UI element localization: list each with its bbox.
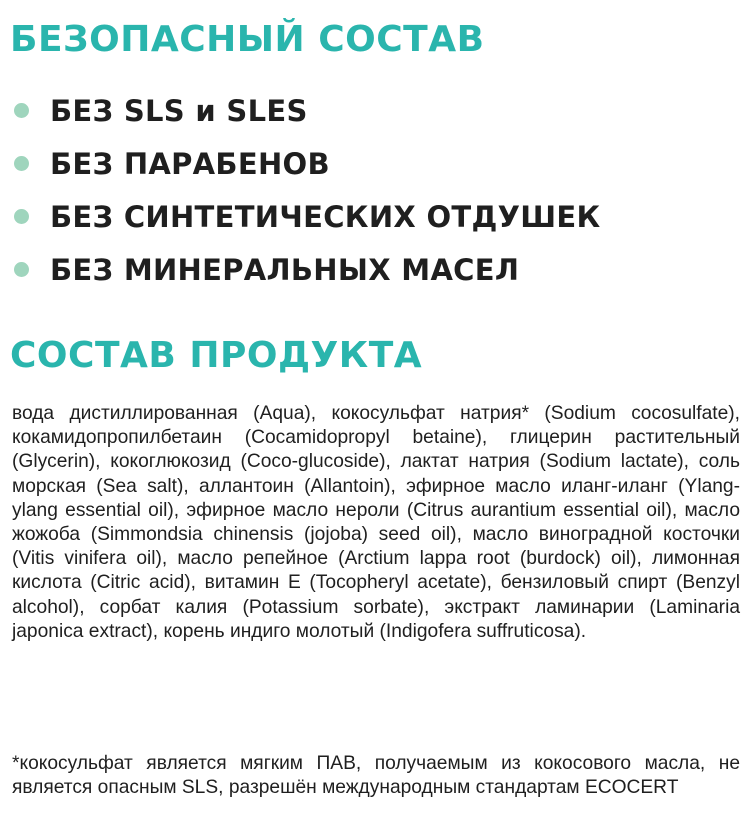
safe-features-list bbox=[10, 84, 601, 296]
feature-label: БЕЗ SLS и SLES bbox=[50, 93, 308, 128]
ingredients-text: вода дистиллированная (Aqua), кокосульфат натрия* (Sodium cocosulfate), кокамидопропилбетаин (Cocamidopropyl betaine), глицерин растительный (Glycerin), кокоглюкозид (Coco-glucoside), лактат натрия (Sodium lactate), соль морская (Sea salt), аллантоин (Allantoin), эфирное масло иланг-иланг (Ylang-ylang essential oil), эфирное масло нероли (Citrus aurantium essential oil), масло жожоба (Simmondsia chinensis (jojoba) seed oil), масло виноградной косточки (Vitis vinifera oil), масло репейное (Arctium lappa root (burdock) oil), лимонная кислота (Citric acid), витамин Е (Tocopheryl acetate), бензиловый спирт (Benzyl alcohol), сорбат калия (Potassium sorbate), экстракт ламинарии (Laminaria japonica extract), корень индиго молотый (Indigofera suffruticosa). bbox=[12, 403, 740, 642]
feature-label: БЕЗ СИНТЕТИЧЕСКИХ ОТДУШЕК bbox=[50, 199, 601, 234]
feature-label: БЕЗ ПАРАБЕНОВ bbox=[50, 146, 330, 181]
safe-composition-heading: БЕЗОПАСНЫЙ СОСТАВ bbox=[10, 19, 485, 60]
feature-item-no-mineral-oils bbox=[10, 243, 601, 296]
feature-item-no-synthetic-fragrance bbox=[10, 190, 601, 243]
feature-item-no-parabens bbox=[10, 137, 601, 190]
bullet-dot-icon bbox=[14, 103, 29, 118]
footnote-text: *кокосульфат является мягким ПАВ, получаемым из кокосового масла, не является опасным SLS, разрешён международным стандартам ECOCERT bbox=[12, 753, 740, 799]
bullet-dot-icon bbox=[14, 209, 29, 224]
feature-label: БЕЗ МИНЕРАЛЬНЫХ МАСЕЛ bbox=[50, 252, 520, 287]
feature-item-no-sls bbox=[10, 84, 601, 137]
product-composition-heading: СОСТАВ ПРОДУКТА bbox=[10, 335, 423, 376]
bullet-dot-icon bbox=[14, 262, 29, 277]
bullet-dot-icon bbox=[14, 156, 29, 171]
